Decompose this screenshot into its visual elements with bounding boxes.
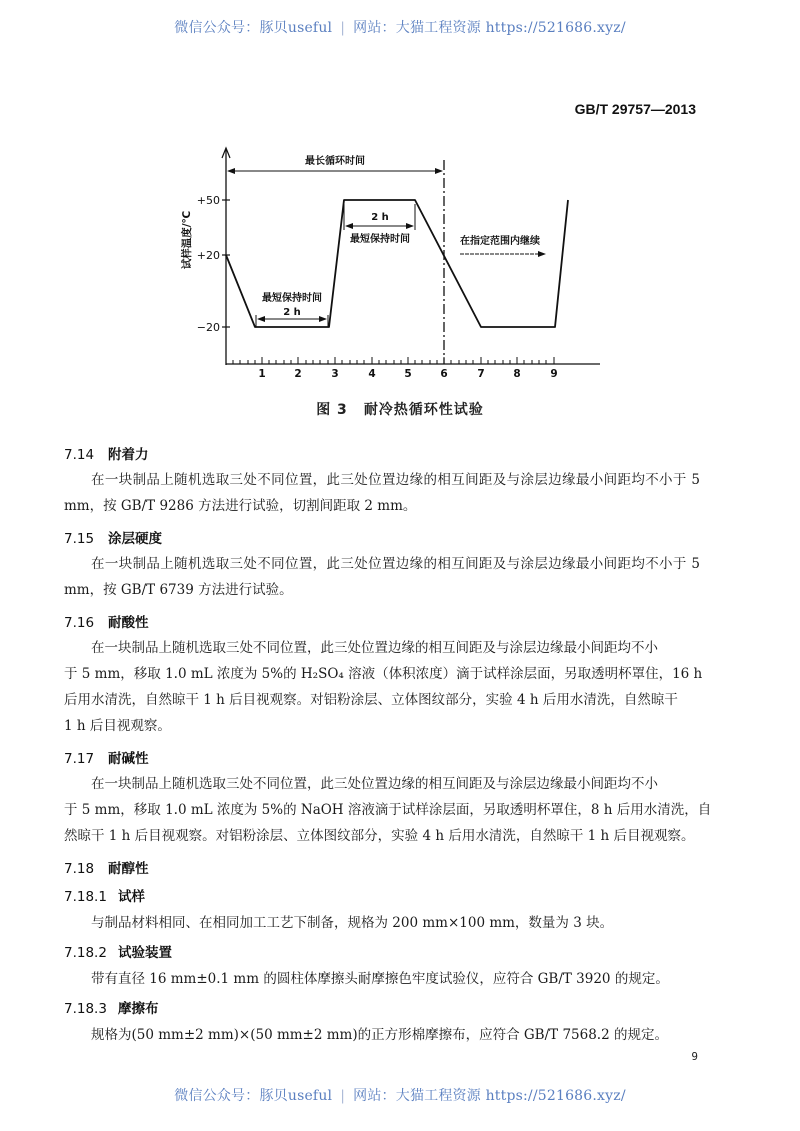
watermark-wechat: 微信公众号：豚贝useful [174,1088,333,1104]
top-hold-2h-label: 2 h [371,212,389,223]
svg-text:6: 6 [440,368,448,380]
y-tick-labels [197,194,220,334]
bottom-hold-2h-label: 2 h [283,307,301,318]
section-body-7-17: 在一块制品上随机选取三处不同位置，此三处位置边缘的相互间距及与涂层边缘最小间距均不小 于 5 mm，移取 1.0 mL 浓度为 5%的 NaOH 溶液滴于试样涂层面，另取透明杯罩住，8 h 后用水清洗，自 然晾干 1 h 后目视观察。对铝粉涂层、立体图纹部分，实验 4 h 后用水清洗，自然晾干 1 h 后目视观察。 [64,776,712,844]
standard-code: GB/T 29757—2013 [574,101,696,117]
section-heading-7-17: 7.17 耐碱性 [64,751,149,767]
section-heading-7-15: 7.15 涂层硬度 [64,531,162,547]
watermark-wechat: 微信公众号：豚贝useful [174,20,333,36]
watermark-site: 网站：大猫工程资源 https://521686.xyz/ [353,20,626,36]
section-body-7-18-2: 带有直径 16 mm±0.1 mm 的圆柱体摩擦头耐摩擦色牢度试验仪，应符合 GB/T 3920 的规定。 [91,971,669,987]
bottom-min-hold-label: 最短保持时间 [262,293,322,304]
top-min-hold-label: 最短保持时间 [350,234,410,245]
svg-text:+50: +50 [196,194,220,207]
figure-3-chart [0,0,800,430]
page-number: 9 [691,1050,698,1063]
svg-text:+20: +20 [196,249,220,262]
y-axis-label: 试样温度/℃ [181,210,193,270]
continue-label: 在指定范围内继续 [460,236,540,247]
section-body-7-14: 在一块制品上随机选取三处不同位置，此三处位置边缘的相互间距及与涂层边缘最小间距均不小于 5 mm，按 GB/T 9286 方法进行试验，切割间距取 2 mm。 [64,472,700,514]
svg-text:8: 8 [513,368,521,380]
x-tick-labels [258,368,557,380]
section-body-7-18-3: 规格为(50 mm±2 mm)×(50 mm±2 mm)的正方形棉摩擦布，应符合 GB/T 7568.2 的规定。 [91,1027,668,1043]
watermark-separator: | [340,20,346,36]
section-heading-7-18-2: 7.18.2 试验装置 [64,945,172,961]
svg-text:7: 7 [477,368,485,380]
section-body-7-18-1: 与制品材料相同、在相同加工工艺下制备，规格为 200 mm×100 mm，数量为 3 块。 [91,915,614,931]
x-minor-ticks [233,357,554,364]
temperature-curve [226,200,568,327]
section-heading-7-18: 7.18 耐醇性 [64,861,149,877]
section-heading-7-14: 7.14 附着力 [64,447,149,463]
svg-text:1: 1 [258,368,266,380]
figure-caption [0,399,800,419]
svg-text:3: 3 [331,368,339,380]
watermark-site: 网站：大猫工程资源 https://521686.xyz/ [353,1088,626,1104]
svg-text:5: 5 [404,368,412,380]
section-heading-7-16: 7.16 耐酸性 [64,615,149,631]
svg-text:2: 2 [294,368,302,380]
figure-title: 耐冷热循环性试验 [363,402,484,418]
svg-text:9: 9 [550,368,558,380]
section-heading-7-18-3: 7.18.3 摩擦布 [64,1001,159,1017]
figure-number: 图 3 [316,402,348,418]
max-cycle-label: 最长循环时间 [305,156,365,167]
svg-text:4: 4 [368,368,376,380]
section-body-7-15: 在一块制品上随机选取三处不同位置，此三处位置边缘的相互间距及与涂层边缘最小间距均不小于 5 mm，按 GB/T 6739 方法进行试验。 [64,556,700,598]
section-heading-7-18-1: 7.18.1 试样 [64,889,145,905]
svg-text:−20: −20 [196,321,220,334]
section-body-7-16: 在一块制品上随机选取三处不同位置，此三处位置边缘的相互间距及与涂层边缘最小间距均不小 于 5 mm，移取 1.0 mL 浓度为 5%的 H₂SO₄ 溶液（体积浓度）滴于试样涂层面，另取透明杯罩住，16 h 后用水清洗，自然晾干 1 h 后目视观察。对铝粉涂层、立体图纹部分，实验 4 h 后用水清洗，自然晾干 1 h 后目视观察。 [64,640,703,734]
watermark-separator: | [340,1088,346,1104]
bottom-watermark [0,1085,800,1105]
